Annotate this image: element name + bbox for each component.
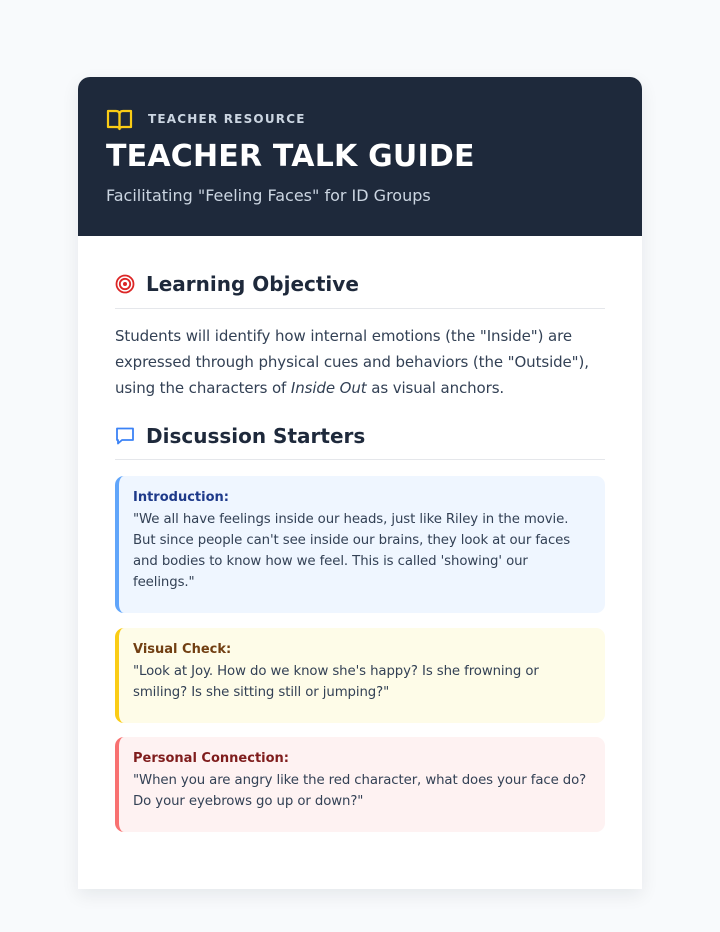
objective-text-start: Students will identify how internal emotions (the "Inside") are expressed through physical cues and behaviors (the "Outside"), using the characters of — [115, 327, 589, 397]
starter-label: Visual Check: — [133, 642, 232, 657]
target-icon — [115, 274, 135, 294]
guide-header — [78, 77, 642, 236]
movie-title: Inside Out — [290, 379, 367, 397]
starter-introduction — [115, 476, 605, 613]
discussion-heading: Discussion Starters — [146, 424, 366, 448]
starter-label: Introduction: — [133, 490, 229, 505]
starter-visual-check — [115, 628, 605, 723]
starter-text: "When you are angry like the red character, what does your face do? Do your eyebrows go up or down?" — [133, 773, 587, 809]
objective-text-end: as visual anchors. — [366, 379, 505, 397]
speech-bubble-icon — [115, 426, 135, 446]
objective-heading-row — [115, 236, 605, 309]
header-eyebrow: TEACHER RESOURCE — [148, 112, 306, 126]
discussion-starters-section — [115, 401, 605, 832]
page-subtitle: Facilitating "Feeling Faces" for ID Groups — [106, 186, 431, 205]
objective-heading: Learning Objective — [146, 272, 359, 296]
book-open-icon — [106, 108, 133, 132]
starter-text: "We all have feelings inside our heads, just like Riley in the movie. But since people can't see inside our brains, they look at our faces and bodies to know how we feel. This is called 'showing' our feelings." — [133, 512, 571, 590]
discussion-heading-row — [115, 401, 605, 460]
starter-text: "Look at Joy. How do we know she's happy? Is she frowning or smiling? Is she sitting still or jumping?" — [133, 664, 539, 700]
page-title: TEACHER TALK GUIDE — [106, 139, 475, 174]
starter-label: Personal Connection: — [133, 751, 289, 766]
objective-text — [115, 323, 605, 401]
starter-personal-connection — [115, 737, 605, 832]
teacher-guide-card — [78, 77, 642, 889]
learning-objective-section — [115, 236, 605, 401]
guide-body — [78, 236, 642, 832]
